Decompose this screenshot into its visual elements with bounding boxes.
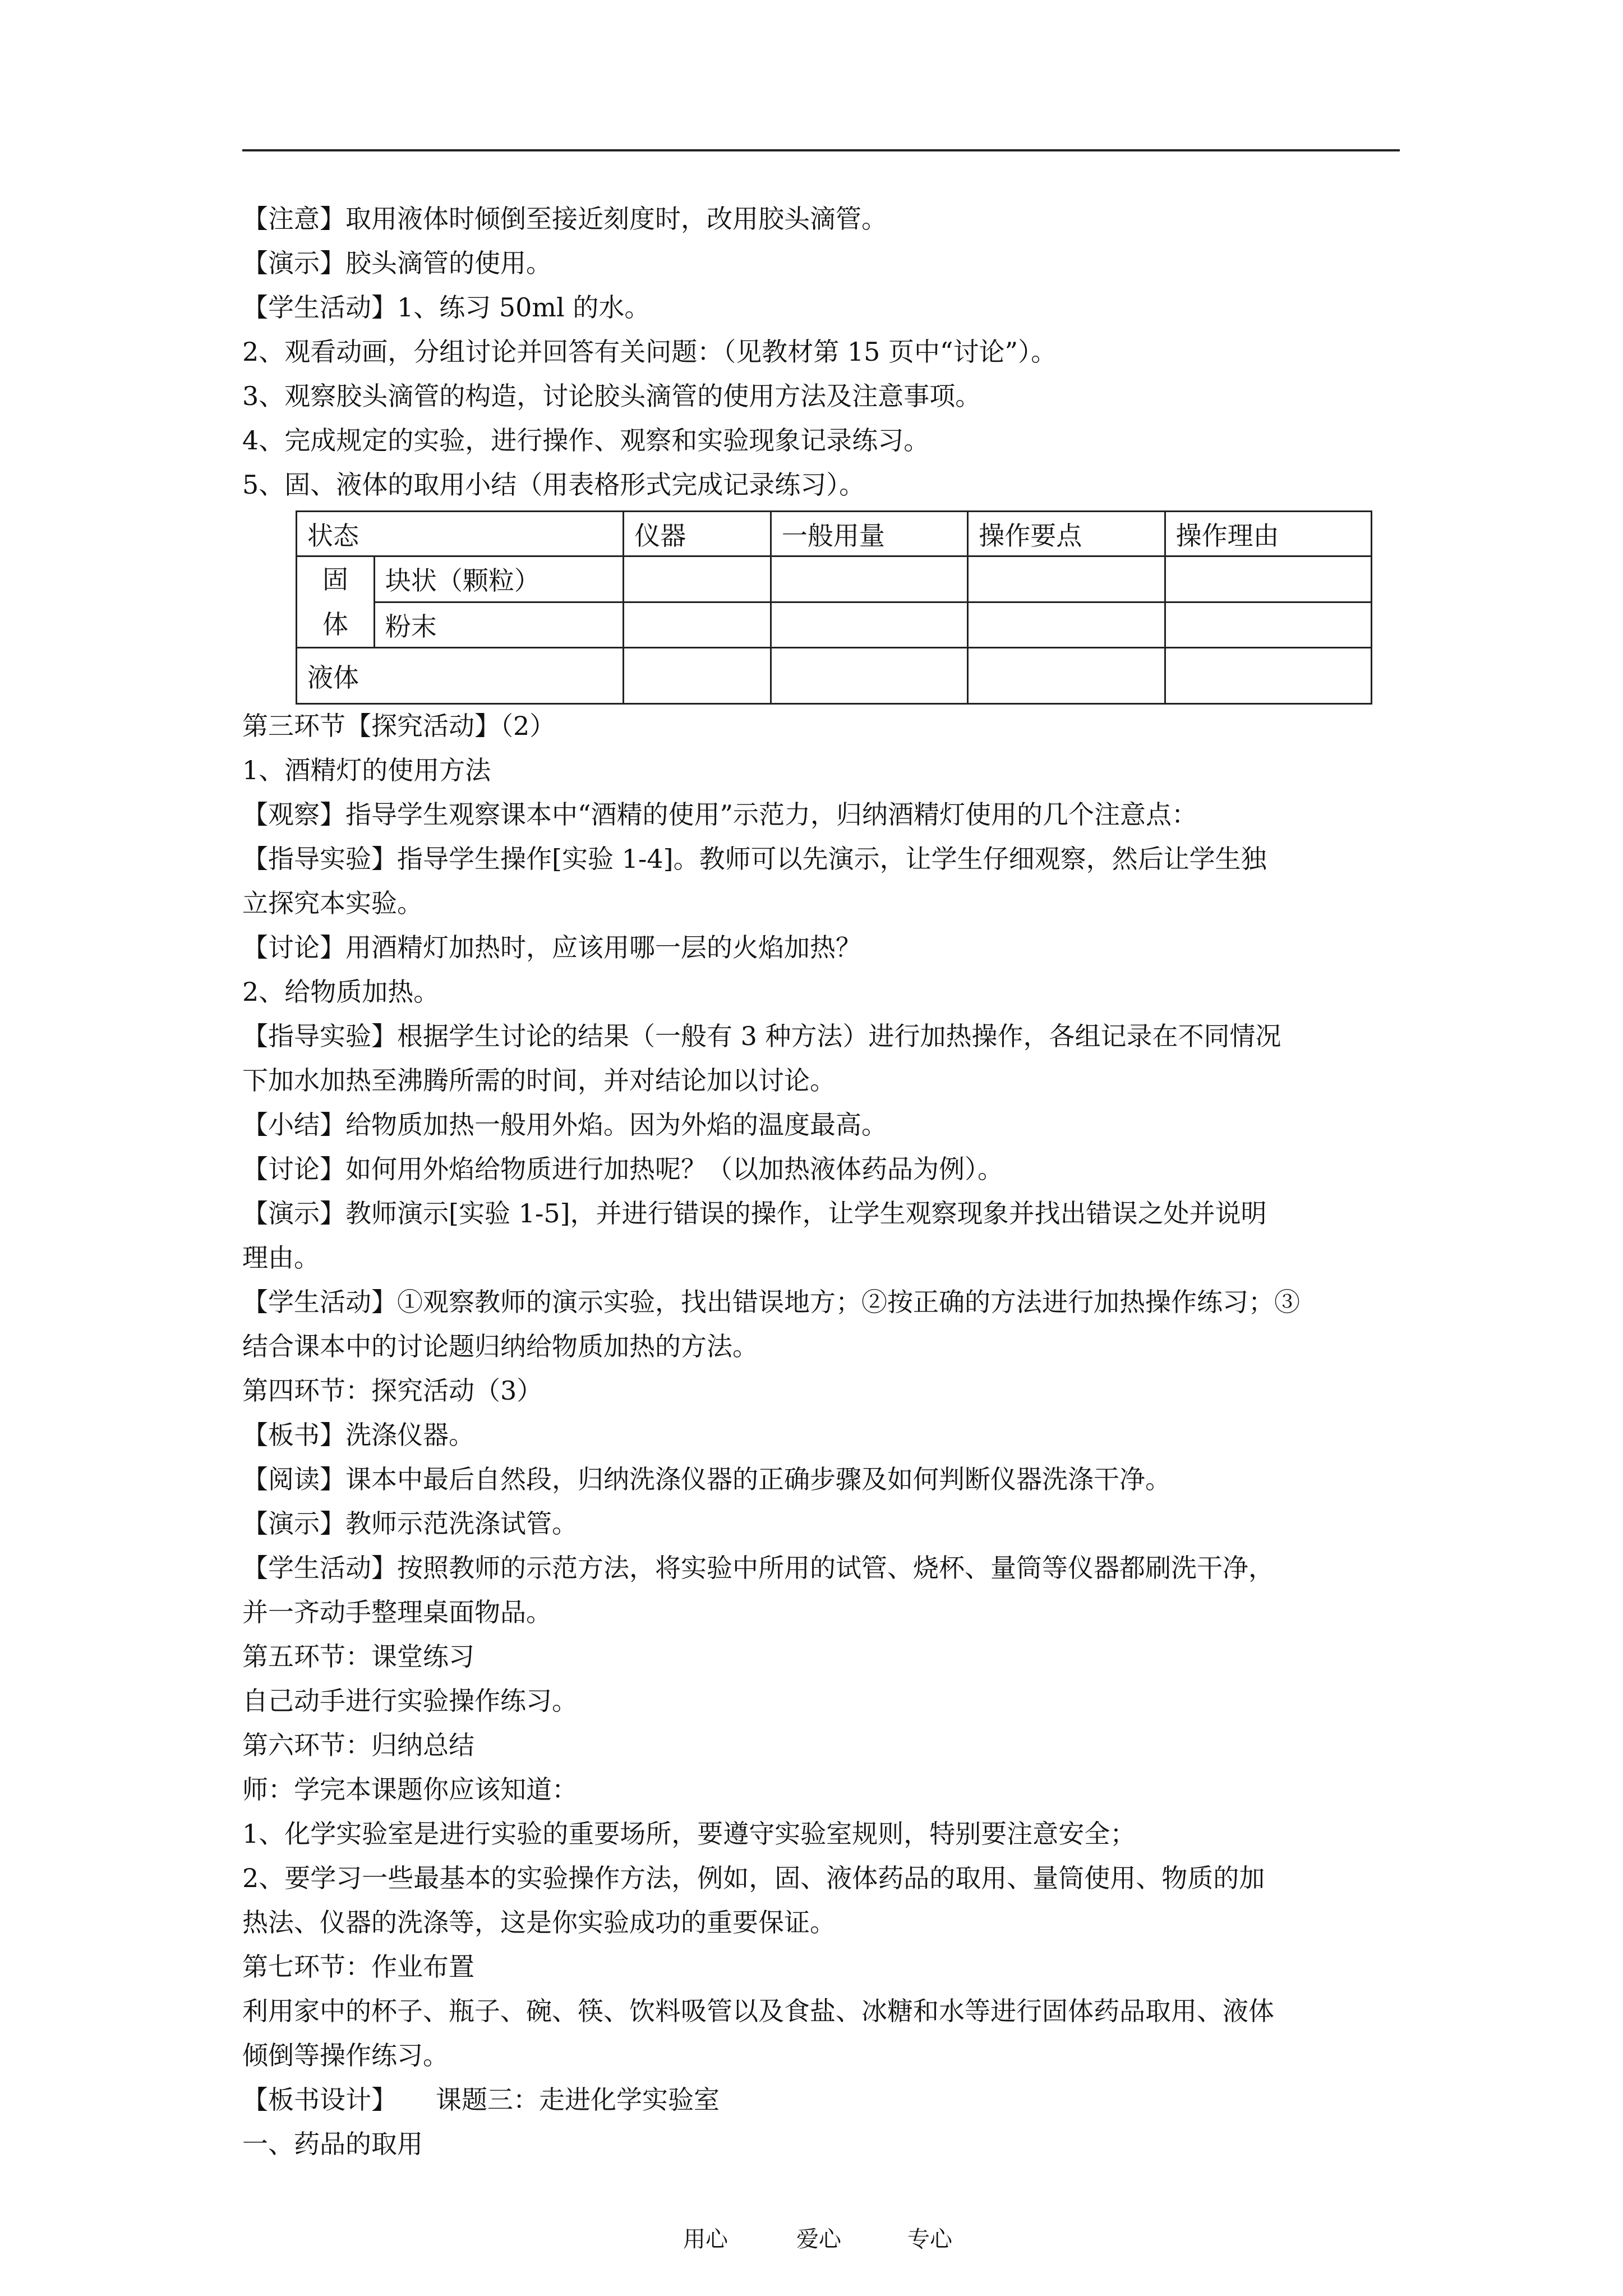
text-line: 【指导实验】根据学生讨论的结果（一般有 3 种方法）进行加热操作，各组记录在不同情况: [242, 1021, 1281, 1051]
header-cell-amount: 一般用量: [771, 512, 967, 556]
text-line: 【学生活动】按照教师的示范方法，将实验中所用的试管、烧杯、量筒等仪器都刷洗干净，: [242, 1553, 1274, 1583]
text-line: 4、完成规定的实验，进行操作、观察和实验现象记录练习。: [242, 425, 930, 455]
text-line: 第五环节：课堂练习: [242, 1641, 474, 1672]
text-line: 热法、仪器的洗涤等，这是你实验成功的重要保证。: [242, 1907, 836, 1938]
table-cell: [1165, 648, 1371, 704]
header-cell-state: 状态: [297, 512, 624, 556]
table-cell: [968, 602, 1165, 648]
text-line: 【演示】胶头滴管的使用。: [242, 248, 552, 278]
table-cell: [1165, 602, 1371, 648]
table-cell: [624, 648, 771, 704]
text-line: 【指导实验】指导学生操作[实验 1-4]。教师可以先演示，让学生仔细观察，然后让学生独: [242, 844, 1267, 874]
footer-text: 爱心: [796, 2226, 841, 2252]
text-line: 1、化学实验室是进行实验的重要场所，要遵守实验室规则，特别要注意安全；: [242, 1819, 1136, 1849]
solid-group-cell: 固体: [297, 556, 375, 648]
table-cell: [624, 602, 771, 648]
header-cell-instrument: 仪器: [624, 512, 771, 556]
table-header-row: [297, 512, 1372, 556]
text-line: 下加水加热至沸腾所需的时间，并对结论加以讨论。: [242, 1065, 836, 1096]
table-cell: [771, 556, 967, 602]
text-line: 【演示】教师演示[实验 1-5]，并进行错误的操作，让学生观察现象并找出错误之处并说明: [242, 1198, 1267, 1228]
header-cell-reason: 操作理由: [1165, 512, 1371, 556]
footer-text: 专心: [907, 2226, 952, 2252]
text-line: 【学生活动】①观察教师的演示实验，找出错误地方；②按正确的方法进行加热操作练习；③: [242, 1287, 1300, 1317]
text-line: 【讨论】如何用外焰给物质进行加热呢？（以加热液体药品为例）。: [242, 1154, 1003, 1184]
header-rule: [242, 149, 1400, 151]
row-label-powder: 粉末: [374, 602, 623, 648]
text-line: 1、酒精灯的使用方法: [242, 755, 491, 785]
text-line: 第六环节：归纳总结: [242, 1730, 474, 1760]
text-line: 【板书】洗涤仪器。: [242, 1420, 474, 1450]
text-line: 3、观察胶头滴管的构造，讨论胶头滴管的使用方法及注意事项。: [242, 381, 981, 411]
text-line: 【学生活动】1、练习 50ml 的水。: [242, 292, 651, 323]
table-cell: [624, 556, 771, 602]
text-line: 倾倒等操作练习。: [242, 2040, 449, 2070]
table-cell: [1165, 556, 1371, 602]
text-line: 结合课本中的讨论题归纳给物质加热的方法。: [242, 1331, 758, 1361]
text-line: 第七环节：作业布置: [242, 1952, 474, 1982]
text-line: 【板书设计】 课题三：走进化学实验室: [242, 2085, 720, 2115]
text-line: 第四环节：探究活动（3）: [242, 1375, 543, 1406]
row-label-lump: 块状（颗粒）: [374, 556, 623, 602]
text-line: 2、观看动画，分组讨论并回答有关问题：（见教材第 15 页中“讨论”）。: [242, 337, 1057, 367]
text-line: 并一齐动手整理桌面物品。: [242, 1597, 552, 1627]
text-line: 理由。: [242, 1243, 320, 1273]
table-cell: [771, 602, 967, 648]
text-line: 【观察】指导学生观察课本中“酒精的使用”示范力，归纳酒精灯使用的几个注意点：: [242, 799, 1198, 830]
table-cell: [771, 648, 967, 704]
summary-table: [296, 510, 1372, 705]
text-line: 【演示】教师示范洗涤试管。: [242, 1508, 578, 1539]
text-line: 一、药品的取用: [242, 2129, 423, 2159]
text-line: 自己动手进行实验操作练习。: [242, 1686, 578, 1716]
text-line: 2、给物质加热。: [242, 977, 440, 1007]
text-line: 【注意】取用液体时倾倒至接近刻度时，改用胶头滴管。: [242, 204, 887, 234]
header-cell-key-points: 操作要点: [968, 512, 1165, 556]
table-cell: [968, 556, 1165, 602]
text-line: 5、固、液体的取用小结（用表格形式完成记录练习）。: [242, 470, 865, 500]
table-row: [297, 648, 1372, 704]
footer-text: 用心: [683, 2226, 728, 2252]
table-cell: [968, 648, 1165, 704]
text-line: 2、要学习一些最基本的实验操作方法，例如，固、液体药品的取用、量筒使用、物质的加: [242, 1863, 1265, 1893]
table-row: [297, 602, 1372, 648]
text-line: 立探究本实验。: [242, 888, 423, 918]
row-label-liquid: 液体: [297, 648, 624, 704]
text-line: 第三环节【探究活动】（2）: [242, 711, 556, 741]
text-line: 【讨论】用酒精灯加热时，应该用哪一层的火焰加热？: [242, 932, 861, 963]
text-line: 【阅读】课本中最后自然段，归纳洗涤仪器的正确步骤及如何判断仪器洗涤干净。: [242, 1464, 1171, 1494]
text-line: 利用家中的杯子、瓶子、碗、筷、饮料吸管以及食盐、冰糖和水等进行固体药品取用、液体: [242, 1996, 1274, 2026]
text-line: 师：学完本课题你应该知道：: [242, 1774, 578, 1805]
text-line: 【小结】给物质加热一般用外焰。因为外焰的温度最高。: [242, 1110, 887, 1140]
table-row: [297, 556, 1372, 602]
